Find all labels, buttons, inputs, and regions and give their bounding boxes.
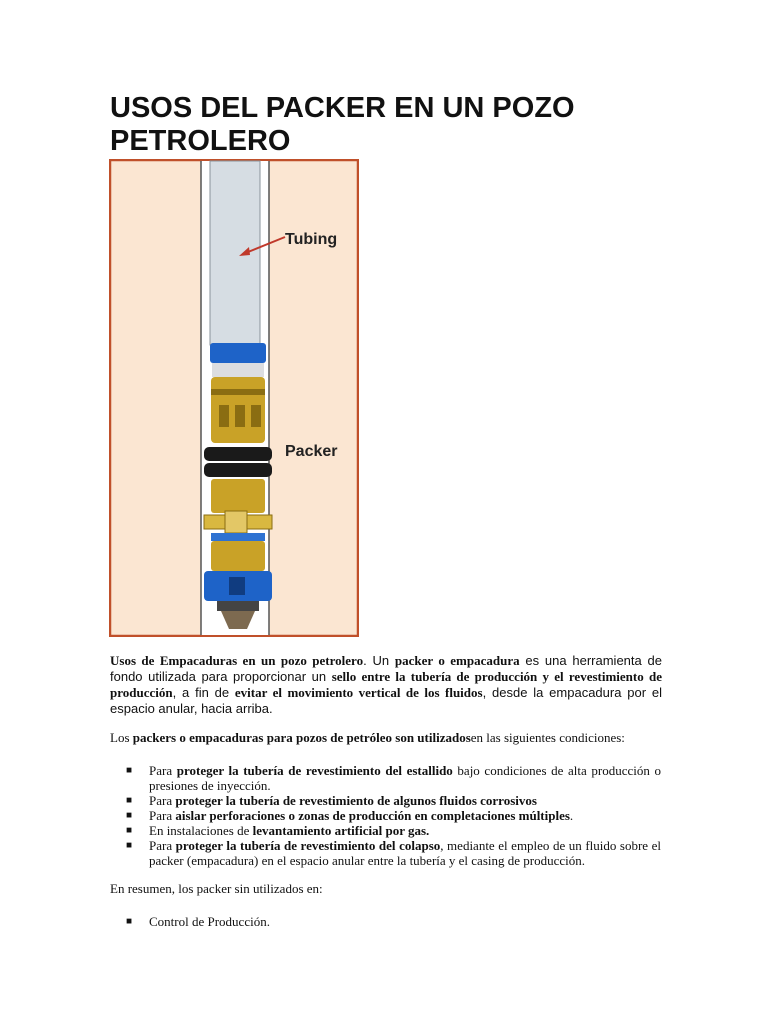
list-item-bold: levantamiento artificial por gas. <box>252 823 430 838</box>
list-item-pre: Para <box>149 838 176 853</box>
intro-text-2: es una herramienta de fondo utilizada para proporcionar un <box>110 653 662 684</box>
bottom-sub <box>217 601 259 611</box>
bullet-icon: ■ <box>126 810 133 821</box>
list-item-post: bajo condiciones de alta producción o presiones de inyección. <box>149 763 661 793</box>
summary-paragraph: En resumen, los packer sin utilizados en: <box>110 881 323 896</box>
intro-text-3: , a fin de <box>172 685 235 700</box>
packer-diagram <box>109 159 359 637</box>
list-item-bold: proteger la tubería de revestimiento del colapso <box>175 838 441 853</box>
conditions-text-1: Los <box>110 730 133 745</box>
mandrel <box>211 541 265 571</box>
slip-band <box>211 389 265 395</box>
packer-illustration <box>109 159 359 637</box>
list-item <box>110 914 670 930</box>
bullet-icon: ■ <box>126 765 133 776</box>
list-item-post: , mediante el empleo de un fluido sobre el packer (empacadura) en el espacio anular entre la tubería y el casing de producción. <box>149 838 662 868</box>
rubber-element-1 <box>204 447 272 461</box>
conditions-paragraph <box>110 730 670 746</box>
collar <box>212 363 264 377</box>
summary-list <box>110 914 670 930</box>
tubing-label: Tubing <box>285 231 338 248</box>
conditions-text-2: en las siguientes condiciones: <box>470 730 625 745</box>
list-item <box>110 793 661 808</box>
list-item-pre: Para <box>149 808 176 823</box>
slip-spring <box>225 511 247 533</box>
conditions-bold: packers o empacaduras para pozos de petróleo son utilizados <box>132 730 471 745</box>
slip-segment-1 <box>219 405 229 427</box>
list-item-pre: Para <box>149 793 176 808</box>
intro-bold-4: evitar el movimiento vertical de los fluidos <box>234 685 483 700</box>
intro-text-1: . Un <box>363 653 395 668</box>
packer-label: Packer <box>285 443 338 460</box>
rubber-element-2 <box>204 463 272 477</box>
list-item-pre: Para <box>149 763 177 778</box>
list-item-post: . <box>569 808 574 823</box>
list-item-text: Control de Producción. <box>149 914 270 929</box>
list-item <box>110 763 661 793</box>
list-item <box>110 838 661 868</box>
intro-paragraph <box>110 653 662 717</box>
list-item-bold: aislar perforaciones o zonas de producción en completaciones múltiples <box>175 808 570 823</box>
bullet-icon: ■ <box>126 795 133 806</box>
intro-bold-3: sello entre la tubería de producción y el revestimiento de producción <box>110 669 662 700</box>
intro-bold-1: Usos de Empacaduras en un pozo petrolero <box>110 653 364 668</box>
page-title: USOS DEL PACKER EN UN POZO PETROLERO <box>110 92 575 157</box>
intro-bold-2: packer o empacadura <box>394 653 520 668</box>
bullet-icon: ■ <box>126 916 133 927</box>
blue-ring <box>211 533 265 541</box>
intro-text-4: , desde la empacadura por el espacio anular, hacia arriba. <box>110 685 662 716</box>
lower-body <box>211 479 265 513</box>
list-item-bold: proteger la tubería de revestimiento de algunos fluidos corrosivos <box>175 793 537 808</box>
list-item-bold: proteger la tubería de revestimiento del estallido <box>176 763 453 778</box>
slip-segment-2 <box>235 405 245 427</box>
list-item <box>110 808 661 823</box>
blue-coupling <box>210 343 266 363</box>
conditions-list <box>110 763 670 868</box>
slip-segment-3 <box>251 405 261 427</box>
bullet-icon: ■ <box>126 825 133 836</box>
list-item <box>110 823 661 838</box>
list-item-pre: En instalaciones de <box>149 823 253 838</box>
port <box>229 577 245 595</box>
tubing <box>210 161 260 345</box>
bullet-icon: ■ <box>126 840 133 851</box>
